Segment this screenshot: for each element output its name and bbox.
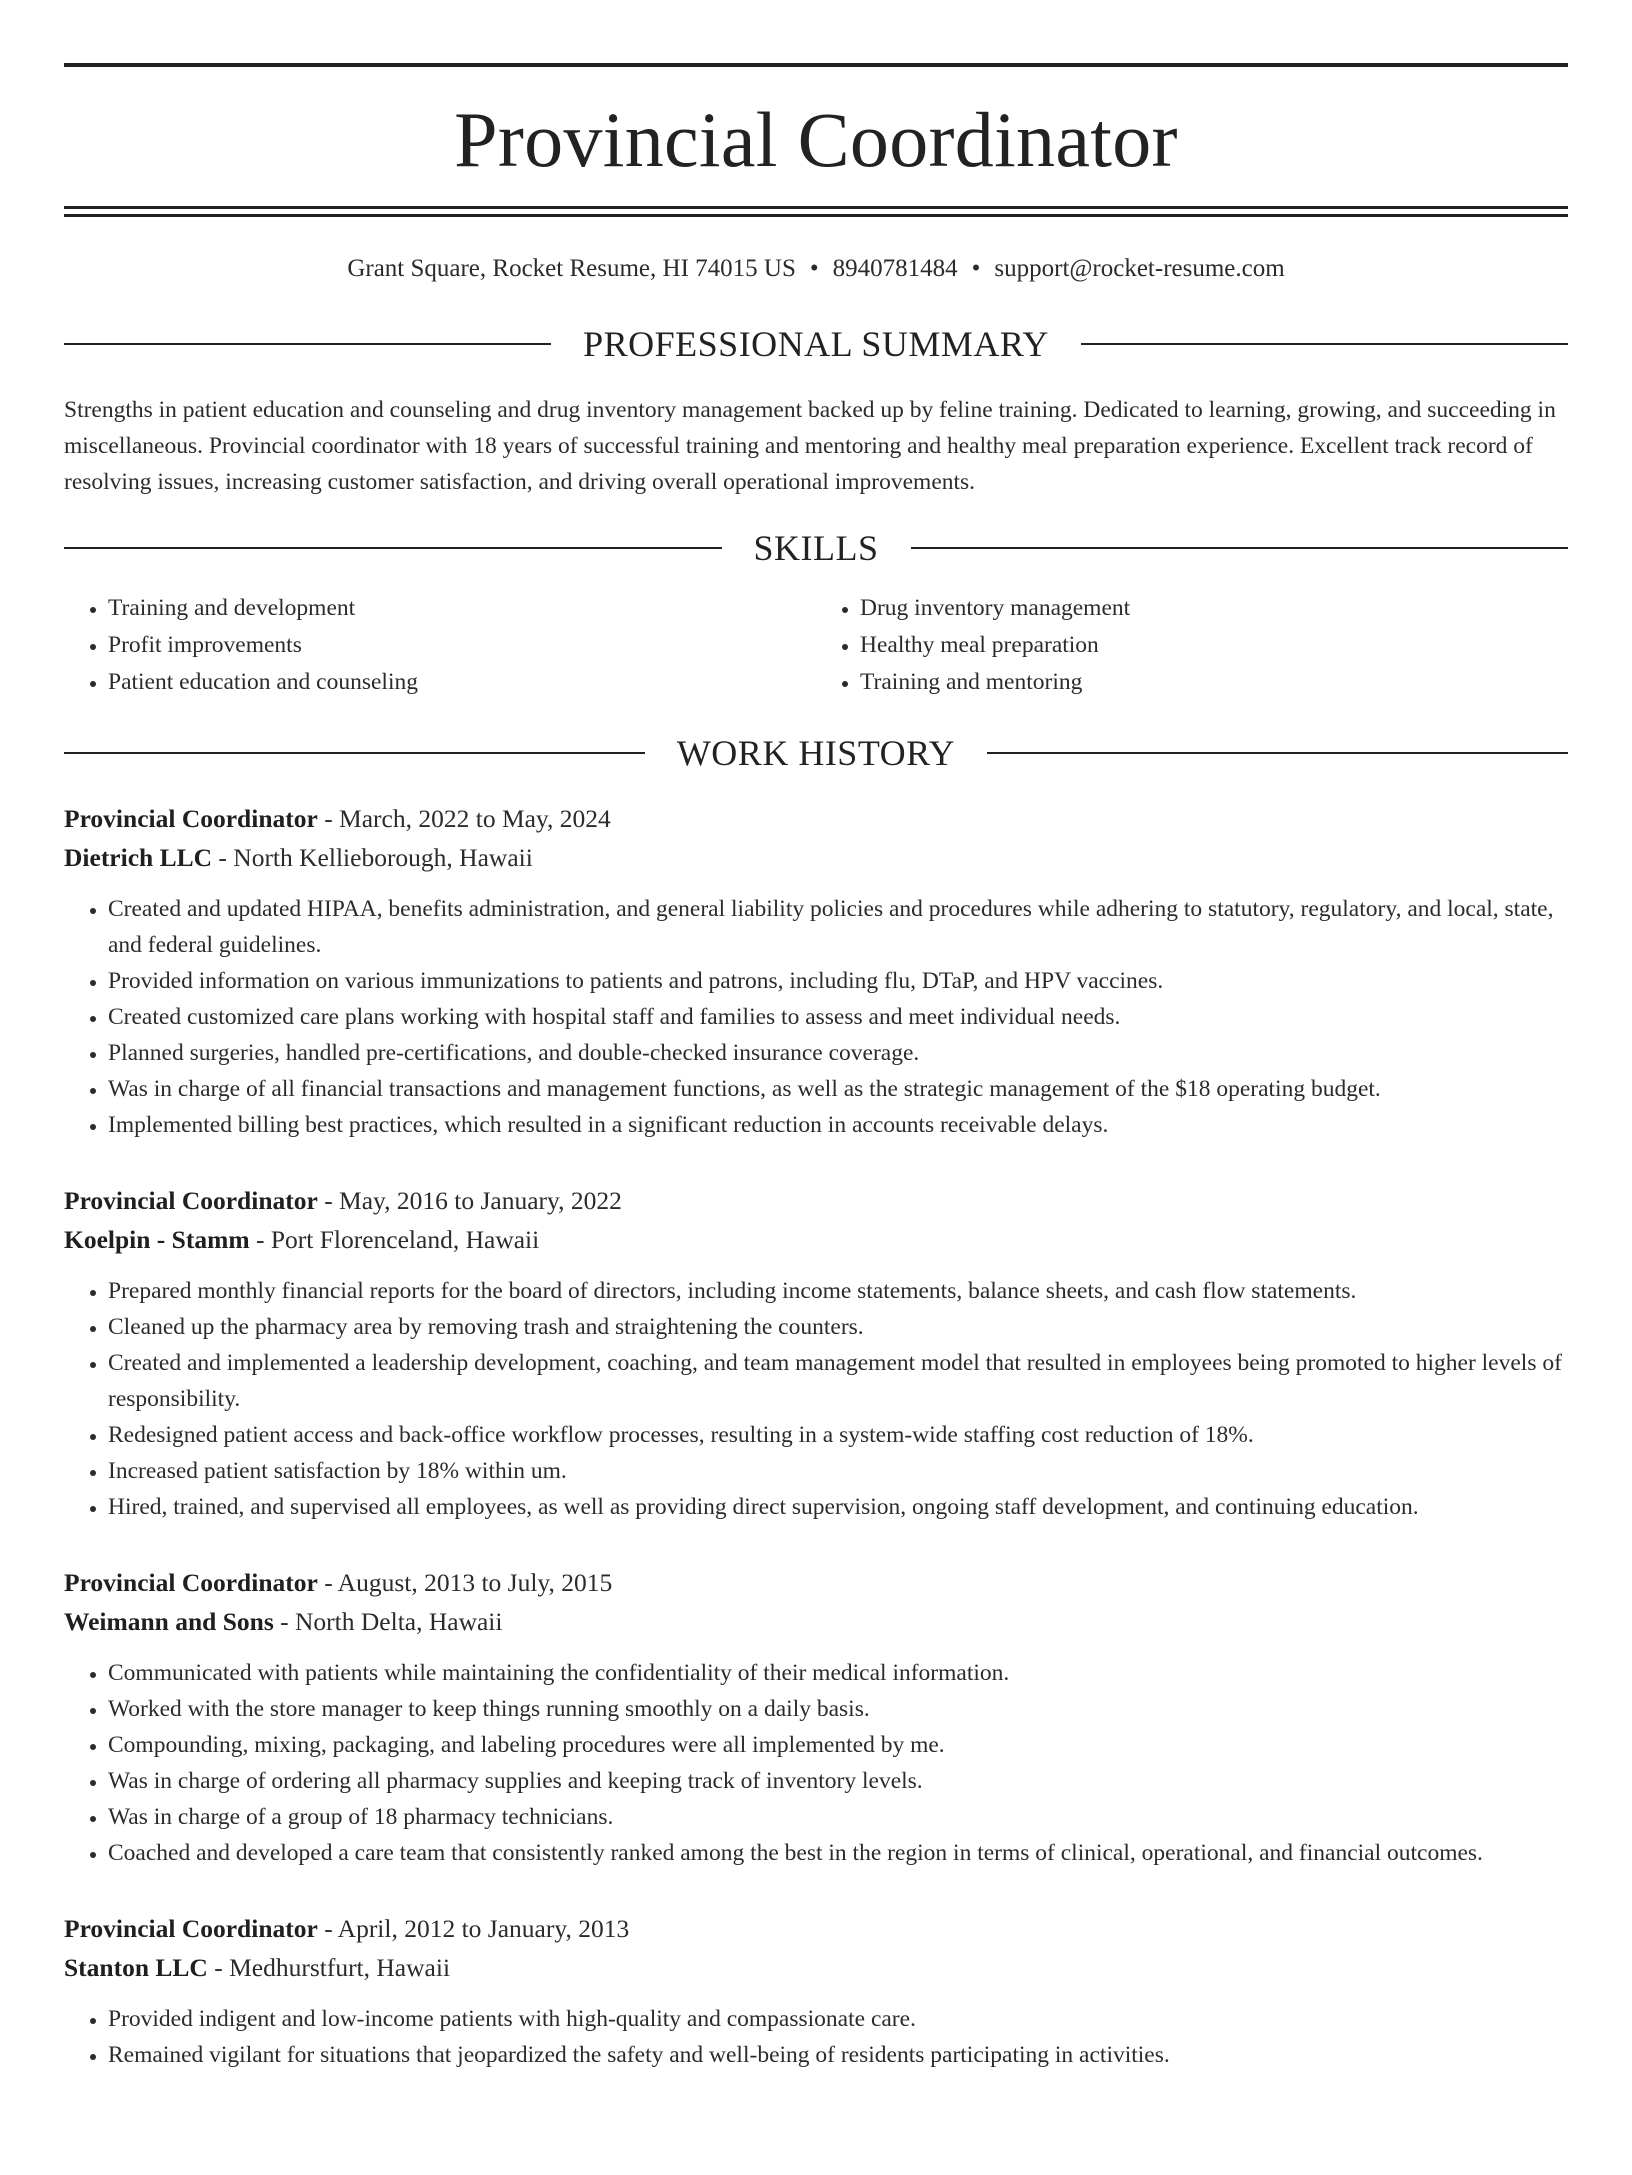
heading-rule-right (987, 752, 1568, 754)
job-bullet: • Was in charge of a group of 18 pharmacy technicians. (108, 1799, 1568, 1835)
job-dates: - August, 2013 to July, 2015 (317, 1568, 613, 1597)
job-location: - North Delta, Hawaii (273, 1607, 503, 1636)
job-bullet: • Created and updated HIPAA, benefits administration, and general liability policies and procedures while adhering to statutory, regulatory, and local, state, and federal guidelines. (108, 891, 1568, 963)
skill-item: • Training and development (108, 590, 816, 627)
job-bullet: • Communicated with patients while maintaining the confidentiality of their medical information. (108, 1655, 1568, 1691)
job-entry (64, 1181, 1568, 1525)
job-bullet: • Cleaned up the pharmacy area by removing trash and straightening the counters. (108, 1309, 1568, 1345)
job-dates: - May, 2016 to January, 2022 (317, 1186, 622, 1215)
contact-line (64, 254, 1568, 284)
job-bullet: • Compounding, mixing, packaging, and labeling procedures were all implemented by me. (108, 1727, 1568, 1763)
top-rule (64, 63, 1568, 67)
job-company-line (64, 838, 1568, 877)
skills-column-left (64, 590, 816, 701)
double-rule (64, 206, 1568, 217)
job-entry (64, 799, 1568, 1143)
job-title: Provincial Coordinator (64, 1568, 318, 1597)
skills-list (64, 590, 1568, 701)
contact-email: support@rocket-resume.com (994, 255, 1285, 282)
job-location: - Medhurstfurt, Hawaii (207, 1953, 451, 1982)
job-bullets (64, 1655, 1568, 1871)
job-bullet: • Prepared monthly financial reports for the board of directors, including income statements, balance sheets, and cash flow statements. (108, 1273, 1568, 1309)
job-bullets (64, 891, 1568, 1143)
skills-column-right (816, 590, 1568, 701)
job-title: Provincial Coordinator (64, 804, 318, 833)
job-company: Stanton LLC (64, 1953, 208, 1982)
summary-text: Strengths in patient education and counseling and drug inventory management backed up by feline training. Dedicated to learning, growing, and succeeding in miscellaneous. Provincial coordinator with 18 years of successful training and mentoring and healthy meal preparation experience. Excellent track record of resolving issues, increasing customer satisfaction, and driving overall operational improvements. (64, 397, 1556, 495)
contact-phone: 8940781484 (832, 255, 958, 282)
heading-rule-left (64, 752, 645, 754)
job-title-line (64, 799, 1568, 838)
job-bullet: • Implemented billing best practices, which resulted in a significant reduction in accounts receivable delays. (108, 1107, 1568, 1143)
job-bullet: • Created customized care plans working with hospital staff and families to assess and meet individual needs. (108, 999, 1568, 1035)
job-bullet: • Coached and developed a care team that consistently ranked among the best in the region in terms of clinical, operational, and financial outcomes. (108, 1835, 1568, 1871)
heading-rule-right (1081, 343, 1568, 345)
job-entry (64, 1563, 1568, 1871)
job-title: Provincial Coordinator (64, 1914, 318, 1943)
contact-address: Grant Square, Rocket Resume, HI 74015 US (347, 255, 796, 282)
job-bullet: • Provided indigent and low-income patients with high-quality and compassionate care. (108, 2001, 1568, 2037)
skill-item: • Profit improvements (108, 627, 816, 664)
job-bullet: • Redesigned patient access and back-office workflow processes, resulting in a system-wide staffing cost reduction of 18%. (108, 1417, 1568, 1453)
job-company-line (64, 1602, 1568, 1641)
job-company: Koelpin - Stamm (64, 1225, 250, 1254)
heading-rule-left (64, 547, 722, 549)
resume-page (0, 63, 1632, 2175)
work-history-title: WORK HISTORY (676, 733, 956, 773)
candidate-name: Provincial Coordinator (454, 96, 1178, 183)
skill-item: • Patient education and counseling (108, 664, 816, 701)
job-bullet: • Remained vigilant for situations that jeopardized the safety and well-being of residents participating in activities. (108, 2037, 1568, 2073)
skill-item: • Drug inventory management (860, 590, 1568, 627)
job-location: - Port Florenceland, Hawaii (249, 1225, 540, 1254)
job-bullet: • Was in charge of ordering all pharmacy supplies and keeping track of inventory levels. (108, 1763, 1568, 1799)
job-title: Provincial Coordinator (64, 1186, 318, 1215)
job-bullets (64, 1273, 1568, 1525)
job-title-line (64, 1563, 1568, 1602)
job-bullet: • Increased patient satisfaction by 18% within um. (108, 1453, 1568, 1489)
job-company-line (64, 1948, 1568, 1987)
job-dates: - April, 2012 to January, 2013 (317, 1914, 630, 1943)
job-bullet: • Was in charge of all financial transactions and management functions, as well as the strategic management of the $18 operating budget. (108, 1071, 1568, 1107)
job-company: Dietrich LLC (64, 843, 213, 872)
contact-separator: • (971, 255, 981, 282)
job-bullets (64, 2001, 1568, 2073)
heading-rule-right (911, 547, 1569, 549)
job-location: - North Kellieborough, Hawaii (212, 843, 533, 872)
heading-rule-left (64, 343, 551, 345)
job-title-line (64, 1181, 1568, 1220)
job-bullet: • Hired, trained, and supervised all employees, as well as providing direct supervision, ongoing staff development, and continuing education. (108, 1489, 1568, 1525)
job-bullet: • Created and implemented a leadership development, coaching, and team management model that resulted in employees being promoted to higher levels of responsibility. (108, 1345, 1568, 1417)
job-company-line (64, 1220, 1568, 1259)
job-dates: - March, 2022 to May, 2024 (317, 804, 611, 833)
job-bullet: • Worked with the store manager to keep things running smoothly on a daily basis. (108, 1691, 1568, 1727)
skill-item: • Training and mentoring (860, 664, 1568, 701)
skill-item: • Healthy meal preparation (860, 627, 1568, 664)
skills-heading (64, 528, 1568, 568)
job-bullet: • Provided information on various immunizations to patients and patrons, including flu, DTaP, and HPV vaccines. (108, 963, 1568, 999)
contact-separator: • (809, 255, 819, 282)
summary-title: PROFESSIONAL SUMMARY (583, 324, 1049, 364)
job-title-line (64, 1909, 1568, 1948)
work-history-heading (64, 733, 1568, 773)
skills-title: SKILLS (753, 528, 879, 568)
summary-heading (64, 324, 1568, 364)
job-entry (64, 1909, 1568, 2073)
job-bullet: • Planned surgeries, handled pre-certifications, and double-checked insurance coverage. (108, 1035, 1568, 1071)
job-company: Weimann and Sons (64, 1607, 274, 1636)
